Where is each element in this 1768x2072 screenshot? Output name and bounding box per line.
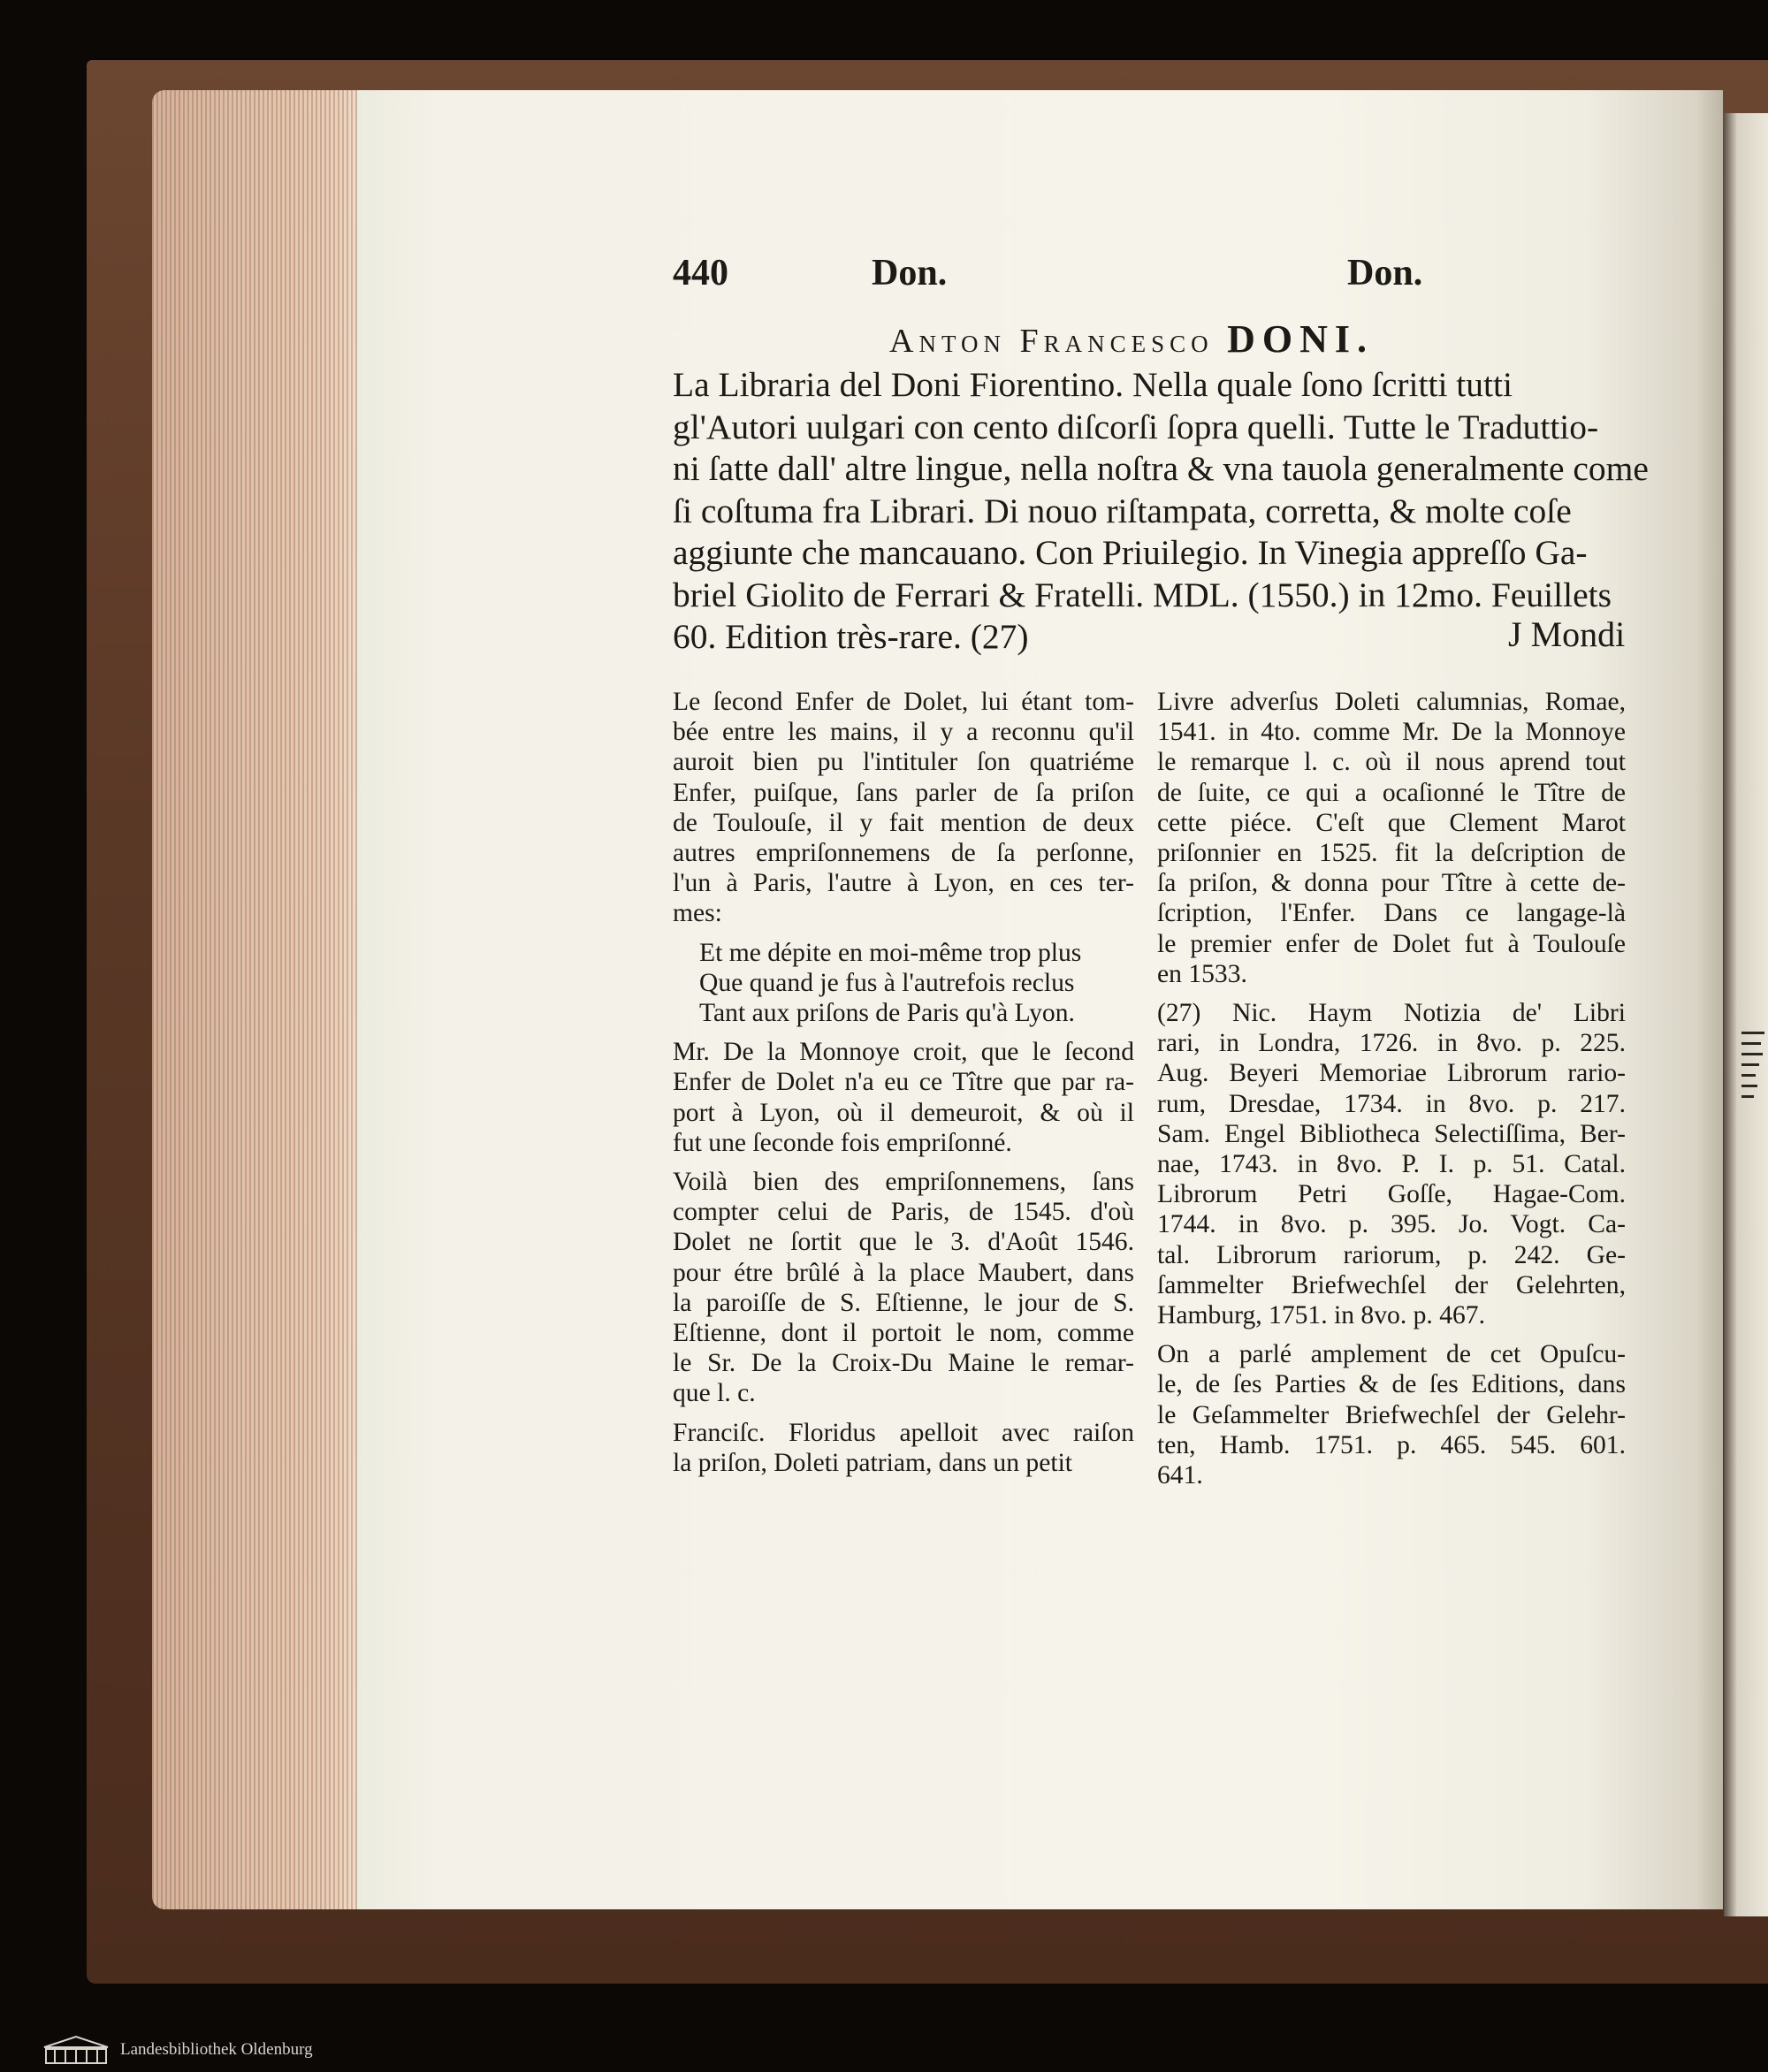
text-line: le Geſammelter Briefwechſel der Gelehr- bbox=[1157, 1400, 1626, 1429]
text-line: Franciſc. Floridus apelloit avec raiſon bbox=[673, 1418, 1134, 1447]
text-line: rum, Dresdae, 1734. in 8vo. p. 217. bbox=[1157, 1089, 1626, 1118]
paragraph-gap bbox=[1157, 1330, 1626, 1339]
text-line: l'un à Paris, l'autre à Lyon, en ces ter- bbox=[673, 869, 1134, 898]
facing-page-marks bbox=[1740, 1030, 1766, 1109]
text-line: le premier enfer de Dolet fut à Toulouſe bbox=[1157, 929, 1626, 958]
text-line: en 1533. bbox=[1157, 959, 1247, 988]
catchword: J Mondi bbox=[1508, 614, 1626, 654]
text-line: Livre adverſus Doleti calumnias, Romae, bbox=[1157, 688, 1626, 716]
entry-line: aggiunte che mancauano. Con Priuilegio. In Vinegia appreſſo Ga- bbox=[673, 533, 1588, 572]
entry-title-name: Anton Francesco bbox=[889, 323, 1214, 360]
text-line: le, de ſes Parties & de ſes Editions, dans bbox=[1157, 1370, 1626, 1399]
text-line: Sam. Engel Bibliotheca Selectiſſima, Ber- bbox=[1157, 1119, 1626, 1148]
paragraph-gap bbox=[1157, 989, 1626, 998]
entry-title bbox=[889, 316, 1374, 362]
text-line: Enfer de Dolet n'a eu ce Tître que par ra- bbox=[673, 1068, 1134, 1097]
paragraph-gap bbox=[673, 1028, 1134, 1037]
paragraph-gap bbox=[673, 929, 1134, 938]
text-line: que l. c. bbox=[673, 1379, 756, 1408]
entry-line: gl'Autori uulgari con cento diſcorſi ſopra quelli. Tutte le Traduttio- bbox=[673, 407, 1599, 446]
text-line: cette piéce. C'eſt que Clement Marot bbox=[1157, 808, 1626, 837]
text-line: Dolet ne ſortit que le 3. d'Août 1546. bbox=[673, 1228, 1134, 1257]
text-line: pour étre brûlé à la place Maubert, dans bbox=[673, 1258, 1134, 1287]
entry-line: La Libraria del Doni Fiorentino. Nella quale ſono ſcritti tutti bbox=[673, 365, 1513, 404]
entry-line: ni ſatte dall' altre lingue, nella noſtra & vna tauola generalmente come bbox=[673, 449, 1649, 488]
text-line: rari, in Londra, 1726. in 8vo. p. 225. bbox=[1157, 1029, 1626, 1058]
text-line: On a parlé amplement de cet Opuſcu- bbox=[1157, 1340, 1626, 1369]
text-line: fut une ſeconde fois empriſonné. bbox=[673, 1128, 1012, 1157]
running-head-right: Don. bbox=[1347, 253, 1423, 293]
entry-line: briel Giolito de Ferrari & Fratelli. MDL. (1550.) in 12mo. Feuillets bbox=[673, 575, 1612, 614]
text-line: Librorum Petri Goſſe, Hagae-Com. bbox=[1157, 1180, 1626, 1209]
text-line: (27) Nic. Haym Notizia de' Libri bbox=[1157, 999, 1626, 1028]
facing-page-fragment bbox=[1740, 1030, 1766, 1112]
text-line: le remarque l. c. où il nous aprend tout bbox=[1157, 748, 1626, 777]
entry-description bbox=[673, 364, 1649, 659]
text-line: Et me dépite en moi-même trop plus bbox=[699, 938, 1082, 967]
text-line: ten, Hamb. 1751. p. 465. 545. 601. bbox=[1157, 1430, 1626, 1459]
text-line: Enfer, puiſque, ſans parler de ſa priſon bbox=[673, 778, 1134, 807]
text-line: Que quand je fus à l'autrefois reclus bbox=[699, 968, 1075, 997]
page-number: 440 bbox=[673, 253, 728, 293]
text-line: Aug. Beyeri Memoriae Librorum rario- bbox=[1157, 1059, 1626, 1088]
facing-page-edge bbox=[1724, 113, 1768, 1916]
library-name: Landesbibliothek Oldenburg bbox=[120, 2040, 313, 2059]
text-line: de Toulouſe, il y fait mention de deux bbox=[673, 808, 1134, 837]
text-line: 641. bbox=[1157, 1461, 1203, 1490]
text-line: la priſon, Doleti patriam, dans un petit bbox=[673, 1448, 1073, 1477]
text-line: la paroiſſe de S. Eſtienne, le jour de S. bbox=[673, 1288, 1134, 1317]
text-line: Mr. De la Monnoye croit, que le ſecond bbox=[673, 1038, 1134, 1067]
text-line: port à Lyon, où il demeuroit, & où il bbox=[673, 1098, 1134, 1127]
text-line: de ſuite, ce qui a ocaſionné le Tître de bbox=[1157, 778, 1626, 807]
text-line: mes: bbox=[673, 899, 722, 928]
text-line: Voilà bien des empriſonnemens, ſans bbox=[673, 1168, 1134, 1197]
entry-line: 60. Edition très-rare. (27) bbox=[673, 617, 1029, 656]
text-line: Hamburg, 1751. in 8vo. p. 467. bbox=[1157, 1301, 1486, 1330]
text-line: autres empriſonnemens de ſa perſonne, bbox=[673, 839, 1134, 868]
text-line: Tant aux priſons de Paris qu'à Lyon. bbox=[699, 999, 1075, 1028]
entry-title-surname: DONI. bbox=[1227, 317, 1375, 361]
text-line: priſonnier en 1525. fit la deſcription de bbox=[1157, 839, 1626, 868]
text-line: tal. Librorum rariorum, p. 242. Ge- bbox=[1157, 1240, 1626, 1269]
text-line: bée entre les mains, il y a reconnu qu'il bbox=[673, 718, 1134, 747]
running-head-left: Don. bbox=[872, 253, 948, 293]
text-line: Eſtienne, dont il portoit le nom, comme bbox=[673, 1319, 1134, 1348]
paragraph-gap bbox=[673, 1158, 1134, 1167]
text-line: 1541. in 4to. comme Mr. De la Monnoye bbox=[1157, 718, 1626, 747]
text-line: ſcription, l'Enfer. Dans ce langage-là bbox=[1157, 899, 1626, 928]
text-line: 1744. in 8vo. p. 395. Jo. Vogt. Ca- bbox=[1157, 1210, 1626, 1239]
text-line: ſammelter Briefwechſel der Gelehrten, bbox=[1157, 1270, 1626, 1299]
text-line: le Sr. De la Croix-Du Maine le remar- bbox=[673, 1349, 1134, 1378]
text-line: nae, 1743. in 8vo. P. I. p. 51. Catal. bbox=[1157, 1150, 1626, 1179]
library-logo bbox=[42, 2035, 110, 2067]
text-line: auroit bien pu l'intituler ſon quatriéme bbox=[673, 748, 1134, 777]
entry-line: ſi coſtuma fra Librari. Di nouo riſtampata, corretta, & molte coſe bbox=[673, 491, 1572, 530]
book-page bbox=[357, 90, 1723, 1909]
right-column bbox=[1157, 687, 1626, 1490]
text-line: ſa priſon, & donna pour Tître à cette de- bbox=[1157, 869, 1626, 898]
left-column bbox=[673, 687, 1134, 1478]
page-edge bbox=[152, 90, 357, 1909]
paragraph-gap bbox=[673, 1409, 1134, 1418]
text-line: compter celui de Paris, de 1545. d'où bbox=[673, 1198, 1134, 1227]
text-line: Le ſecond Enfer de Dolet, lui étant tom- bbox=[673, 688, 1134, 716]
